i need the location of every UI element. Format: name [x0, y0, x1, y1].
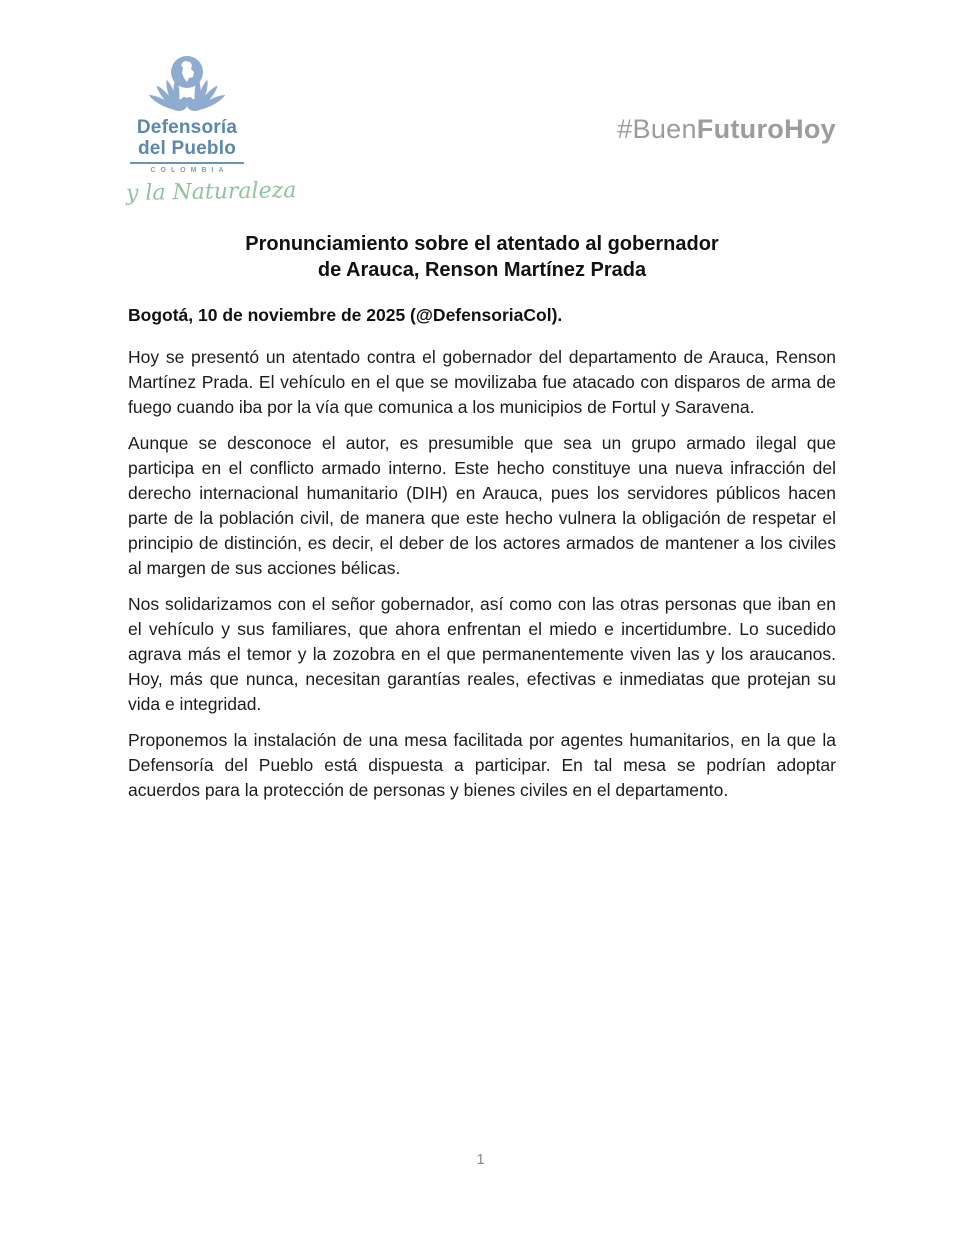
logo-wordmark-line2: del Pueblo — [137, 138, 237, 159]
defensoria-logo-mark-icon — [135, 56, 239, 114]
org-logo — [125, 56, 297, 207]
paragraph-1: Hoy se presentó un atentado contra el gobernador del departamento de Arauca, Renson Martínez Prada. El vehículo en el que se movilizaba fue atacado con disparos de arma de fuego cuando iba por la vía que comunica a los municipios de Fortul y Saravena. — [128, 347, 836, 417]
logo-divider — [130, 162, 244, 164]
masthead — [125, 56, 836, 207]
hashtag-segment-regular: #Buen — [617, 114, 697, 144]
page-footer — [0, 1150, 961, 1170]
document-title-line2: de Arauca, Renson Martínez Prada — [317, 259, 647, 281]
paragraph-3: Nos solidarizamos con el señor gobernador, así como con las otras personas que iban en el vehículo y sus familiares, que ahora enfrentan el miedo e incertidumbre. Lo sucedido agrava más el temor y la zozobra en el que permanentemente viven las y los araucanos. Hoy, más que nunca, necesitan garantías reales, efectivas e inmediatas que protejan su vida e integridad. — [128, 594, 836, 714]
campaign-hashtag — [617, 114, 836, 144]
paragraph-4: Proponemos la instalación de una mesa facilitada por agentes humanitarios, en la que la Defensoría del Pueblo está dispuesta a participar. En tal mesa se podrían adoptar acuerdos para la protección de personas y bienes civiles en el departamento. — [128, 730, 836, 800]
logo-wordmark-line1: Defensoría — [136, 117, 238, 138]
document-title — [128, 231, 836, 283]
document-title-line1: Pronunciamiento sobre el atentado al gobernador — [245, 233, 719, 255]
hashtag-segment-bold-2: Hoy — [784, 114, 836, 144]
page-number: 1 — [476, 1151, 485, 1168]
logo-tagline: y la Naturaleza — [125, 178, 297, 207]
paragraph-2: Aunque se desconoce el autor, es presumible que sea un grupo armado ilegal que participa en el conflicto armado interno. Este hecho constituye una nueva infracción del derecho internacional humanitario (DIH) en Arauca, pues los servidores públicos hacen parte de la población civil, de manera que este hecho vulnera la obligación de respetar el principio de distinción, es decir, el deber de los actores armados de mantener a los civiles al margen de sus acciones bélicas. — [128, 433, 836, 578]
dateline: Bogotá, 10 de noviembre de 2025 (@DefensoriaCol). — [128, 305, 563, 325]
logo-country-label: COLOMBIA — [150, 167, 229, 174]
press-release-body — [128, 231, 836, 814]
hashtag-segment-bold-1: Futuro — [696, 114, 785, 144]
